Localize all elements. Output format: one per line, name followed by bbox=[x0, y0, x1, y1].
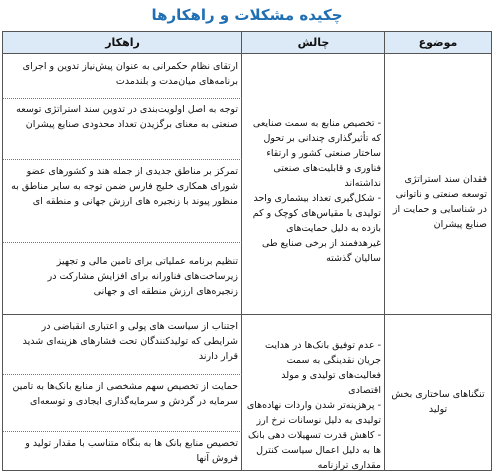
row-2-solution: حمایت از تخصیص سهم مشخصی از منابع بانک‌ها به تامین سرمایه در گردش و سرمایه‌گذاری ایجادی و توسعه‌ای bbox=[12, 381, 238, 407]
row-2-challenge: - عدم توفیق بانک‌ها در هدایت جریان نقدینگی به سمت فعالیت‌های تولیدی و مولد اقتصادی - پرهزینه‌تر شدن واردات نهاده‌های تولیدی به دلیل نوسانات نرخ ارز - کاهش قدرت تسهیلات دهی بانک ها به دلیل اعمال سیاست کنترل مقداری ترازنامه bbox=[246, 340, 381, 471]
problems-solutions-table bbox=[2, 31, 492, 471]
row-2-topic: تنگناهای ساختاری بخش تولید bbox=[391, 389, 485, 415]
row-1-topic: فقدان سند استراتژی توسعه صنعتی و ناتوانی در شناسایی و حمایت از صنایع پیشران bbox=[392, 174, 487, 230]
page-title: چکیده مشکلات و راهکارها bbox=[151, 6, 343, 24]
header-challenge: چالش bbox=[242, 32, 385, 54]
header-topic: موضوع bbox=[385, 32, 491, 54]
solution-divider bbox=[3, 242, 242, 243]
header-solution: راهکار bbox=[3, 32, 242, 54]
solution-divider bbox=[3, 431, 242, 432]
row-2-solution: اجتناب از سیاست های پولی و اعتباری انقباضی در شرایطی که تولیدکنندگان تحت فشارهای هزینه‌ای شدید قرار دارند bbox=[22, 321, 238, 362]
row-1-solution: تنظیم برنامه عملیاتی برای تامین مالی و تجهیز زیرساخت‌های فناورانه برای افزایش مشارکت در زنجیره‌های ارزش منطقه ای و جهانی bbox=[47, 256, 238, 297]
row-1-solution: توجه به اصل اولویت‌بندی در تدوین سند استراتژی توسعه صنعتی به معنای برگزیدن تعداد محدودی صنایع پیشران bbox=[16, 104, 238, 130]
row-2-solution: تخصیص منابع بانک ها به بنگاه متناسب با مقدار تولید و فروش آنها bbox=[25, 438, 238, 464]
row-1-challenge: - تخصیص منابع به سمت صنایعی که تأثیرگذاری چندانی بر تحول ساختار صنعتی کشور و ارتقاء فناوری و قابلیت‌های صنعتی نداشته‌اند - شکل‌گیری تعداد بیشماری واحد تولیدی با مقیاس‌های کوچک و کم بازده به دلیل حمایت‌های غیرهدفمند از برخی صنایع طی سالیان گذشته bbox=[252, 118, 381, 264]
row-1-solution: ارتقای نظام حکمرانی به عنوان پیش‌نیاز تدوین و اجرای برنامه‌های میان‌مدت و بلندمدت bbox=[22, 61, 238, 87]
solution-divider bbox=[3, 159, 242, 160]
row-divider bbox=[3, 314, 491, 315]
row-1-solution: تمرکز بر مناطق جدیدی از جمله هند و کشورهای عضو شورای همکاری خلیج فارس ضمن توجه به سایر مناطق به منظور پیوند با زنجیره های ارزش جهانی و منطقه ای bbox=[11, 166, 238, 207]
solution-divider bbox=[3, 98, 242, 99]
solution-divider bbox=[3, 374, 242, 375]
